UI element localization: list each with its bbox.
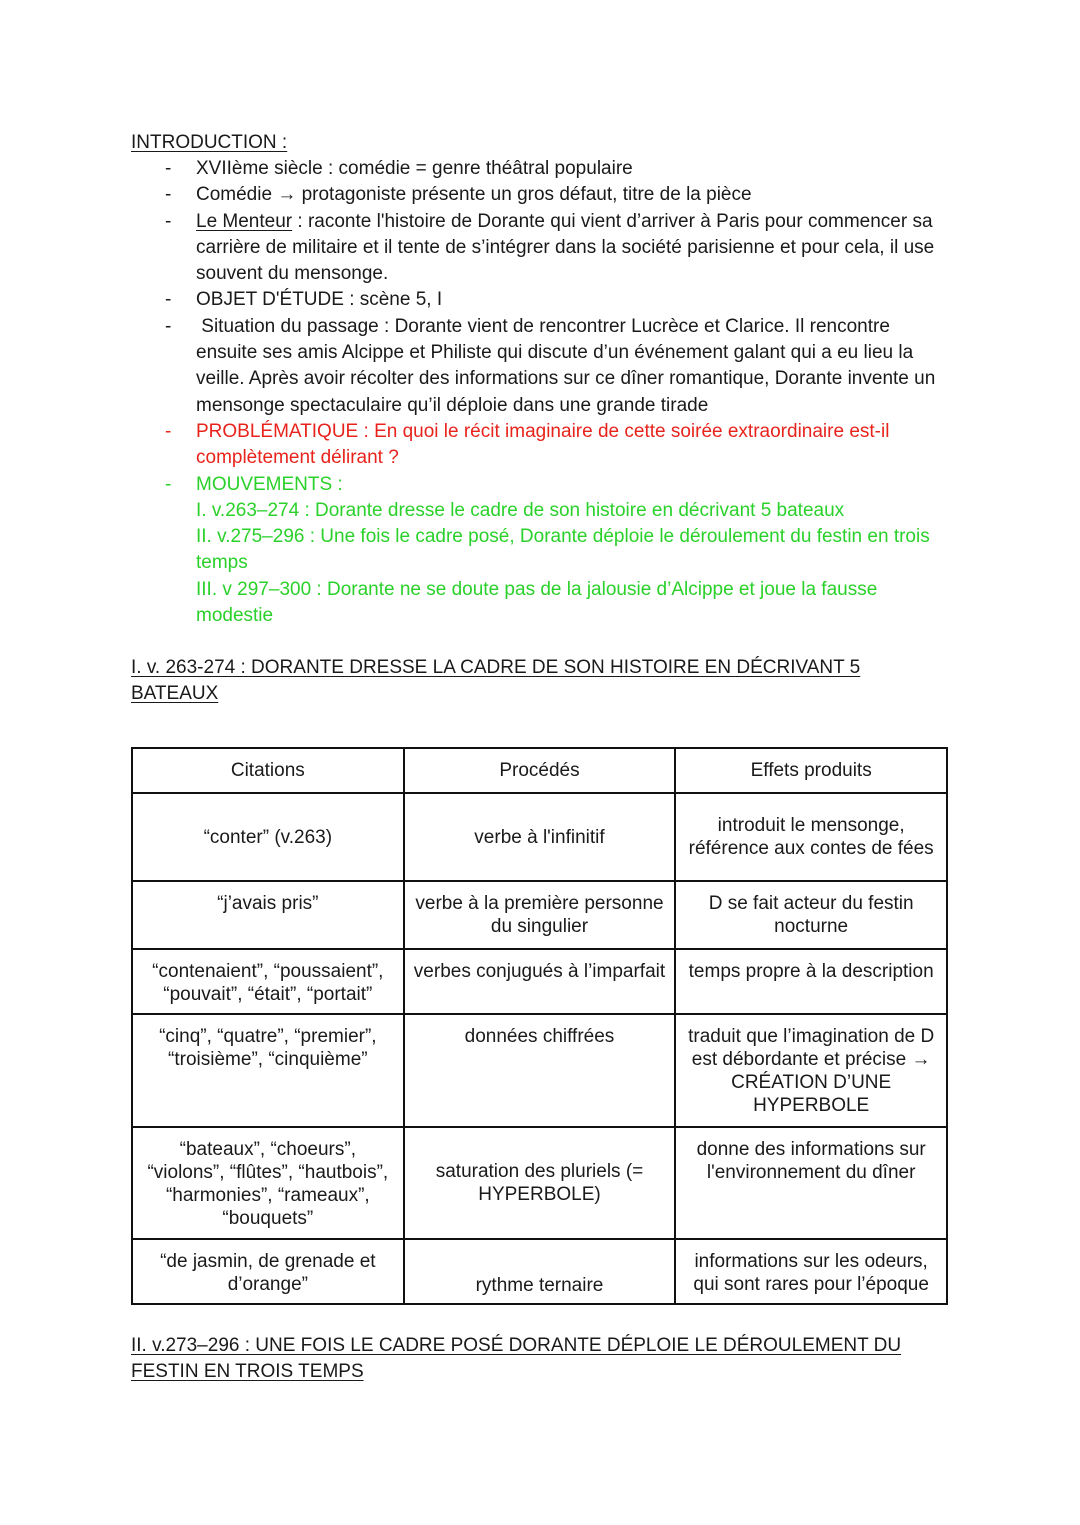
mouvements: - MOUVEMENTS : I. v.263–274 : Dorante dresse le cadre de son histoire en décrivant 5 bateaux II. v.275–296 : Une fois le cadre posé, Dorante déploie le déroulement du festin en trois temps III. v 297–300 : Dorante ne se doute pas de la jalousie d’Alcippe et joue la fausse modestie: [131, 472, 951, 630]
problematique: - PROBLÉMATIQUE : En quoi le récit imaginaire de cette soirée extraordinaire est-il complètement délirant ?: [165, 420, 890, 469]
intro-item: - Le Menteur : raconte l'histoire de Dorante qui vient d’arriver à Paris pour commencer sa carrière de militaire et il tente de s’intégrer dans la société parisienne et pour cela, il use souvent du mensonge.: [165, 210, 935, 285]
cell-procede: verbes conjugués à l’imparfait: [404, 949, 676, 1014]
cell-procede: données chiffrées: [404, 1014, 676, 1127]
cell-effet: temps propre à la description: [675, 949, 947, 1014]
header-effets: Effets produits: [675, 748, 947, 793]
cell-citation: “bateaux”, “choeurs”, “violons”, “flûtes”, “hautbois”, “harmonies”, “rameaux”, “bouquets”: [132, 1127, 404, 1239]
header-citations: Citations: [132, 748, 404, 793]
header-procedes: Procédés: [404, 748, 676, 793]
table-row: [132, 793, 947, 881]
cell-effet: traduit que l’imagination de D est débordante et précise → CRÉATION D’UNE HYPERBOLE: [675, 1014, 947, 1127]
play-title: Le Menteur: [196, 210, 293, 232]
cell-citation: “conter” (v.263): [132, 793, 404, 881]
cell-effet: donne des informations sur l'environnement du dîner: [675, 1127, 947, 1239]
mouvement-1: I. v.263–274 : Dorante dresse le cadre de son histoire en décrivant 5 bateaux: [196, 499, 845, 521]
table-row: [132, 1127, 947, 1239]
cell-effet: D se fait acteur du festin nocturne: [675, 881, 947, 949]
cell-procede: rythme ternaire: [404, 1239, 676, 1304]
table-row: [132, 1239, 947, 1304]
cell-effet: informations sur les odeurs, qui sont rares pour l’époque: [675, 1239, 947, 1304]
table-header-row: [132, 748, 947, 793]
section-1-heading: I. v. 263-274 : DORANTE DRESSE LA CADRE DE SON HISTOIRE EN DÉCRIVANT 5 BATEAUX: [131, 657, 861, 705]
intro-item: - Situation du passage : Dorante vient de rencontrer Lucrèce et Clarice. Il rencontre ensuite ses amis Alcippe et Philiste qui discute d’un événement galant qui a eu lieu la veille. Après avoir récolter des informations sur ce dîner romantique, Dorante invente un mensonge spectaculaire qu’il déploie dans une grande tirade: [165, 315, 941, 416]
cell-effet: introduit le mensonge, référence aux contes de fées: [675, 793, 947, 881]
table-row: [132, 881, 947, 949]
intro-item: - XVIIème siècle : comédie = genre théâtral populaire: [165, 158, 633, 179]
cell-citation: “j’avais pris”: [132, 881, 404, 949]
mouvement-3: III. v 297–300 : Dorante ne se doute pas de la jalousie d’Alcippe et joue la fausse modestie: [196, 578, 878, 627]
intro-item: - Comédie → protagoniste présente un gros défaut, titre de la pièce: [165, 184, 752, 206]
intro-list: [131, 156, 951, 629]
cell-procede: verbe à la première personne du singulier: [404, 881, 676, 949]
table-row: [132, 1014, 947, 1127]
cell-citation: “contenaient”, “poussaient”, “pouvait”, “était”, “portait”: [132, 949, 404, 1014]
cell-citation: “de jasmin, de grenade et d’orange”: [132, 1239, 404, 1304]
document-page: [131, 130, 951, 1385]
cell-procede: saturation des pluriels (= HYPERBOLE): [404, 1127, 676, 1239]
table-row: [132, 949, 947, 1014]
section-2-heading: II. v.273–296 : UNE FOIS LE CADRE POSÉ DORANTE DÉPLOIE LE DÉROULEMENT DU FESTIN EN TROIS TEMPS: [131, 1335, 902, 1383]
mouvement-2: II. v.275–296 : Une fois le cadre posé, Dorante déploie le déroulement du festin en trois temps: [196, 526, 930, 574]
cell-citation: “cinq”, “quatre”, “premier”, “troisième”, “cinquième”: [132, 1014, 404, 1127]
analysis-table: [131, 747, 948, 1305]
intro-item: - OBJET D'ÉTUDE : scène 5, I: [165, 289, 443, 311]
cell-procede: verbe à l'infinitif: [404, 793, 676, 881]
intro-heading: INTRODUCTION :: [131, 132, 288, 153]
